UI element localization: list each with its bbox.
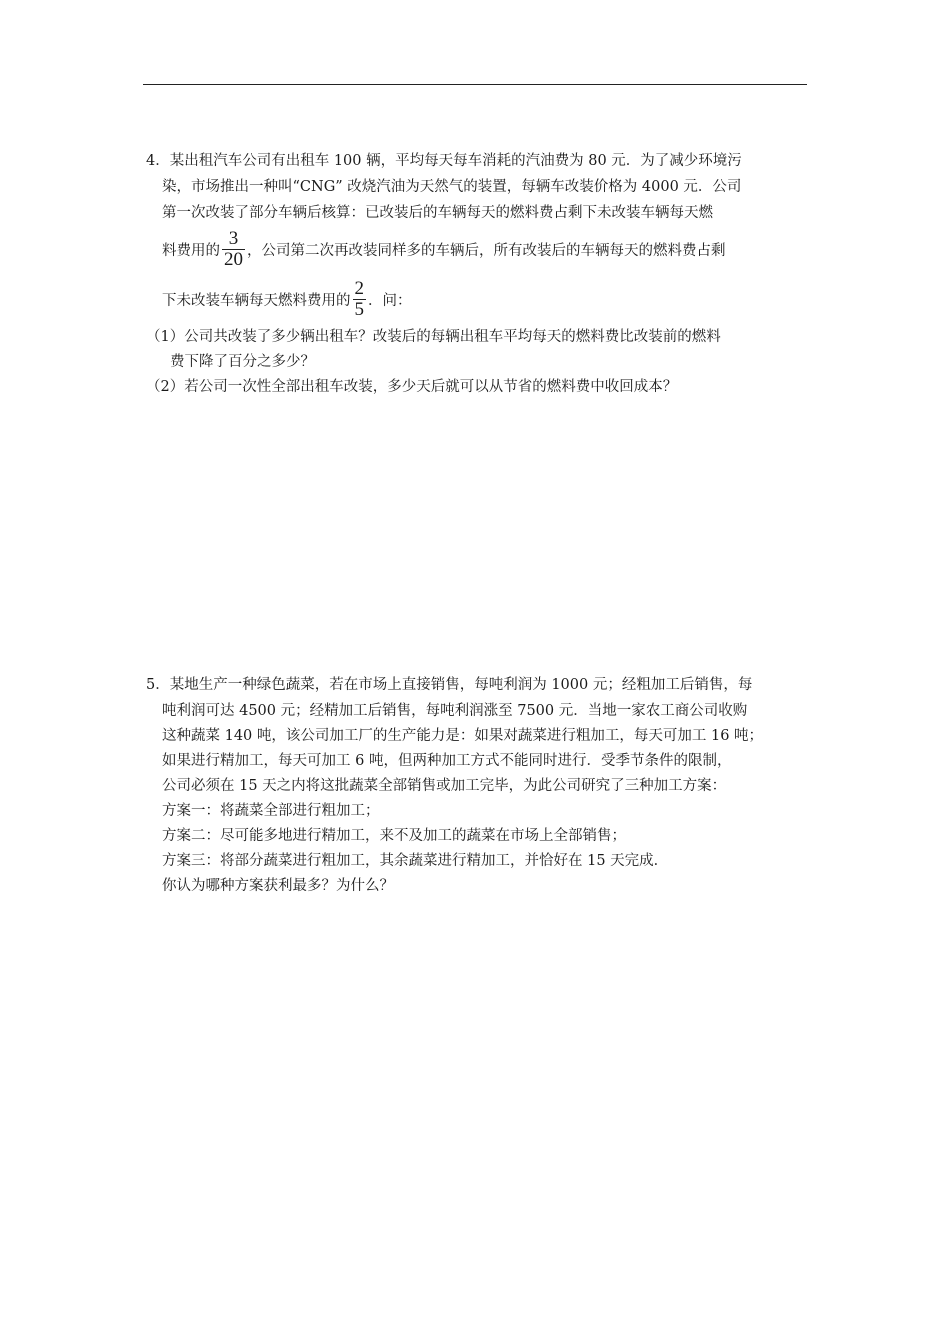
q4-line-4 xyxy=(162,226,726,272)
q4-line-5 xyxy=(162,276,412,322)
q5-line-4: 如果进行精加工，每天可加工 6 吨，但两种加工方式不能同时进行．受季节条件的限制， xyxy=(162,753,732,769)
q5-line-3: 这种蔬菜 140 吨，该公司加工厂的生产能力是：如果对蔬菜进行粗加工，每天可加工 16 吨； xyxy=(162,728,764,744)
q4-part-1-line-2: 费下降了百分之多少？ xyxy=(170,354,315,370)
fraction-3-20 xyxy=(222,229,245,270)
q4-line-5-post: ．问： xyxy=(368,292,412,309)
q4-part-2: （2）若公司一次性全部出租车改装，多少天后就可以从节省的燃料费中收回成本？ xyxy=(146,379,678,395)
q5-plan-3: 方案三：将部分蔬菜进行粗加工，其余蔬菜进行精加工，并恰好在 15 天完成． xyxy=(162,853,669,869)
q4-part-1-line-1: （1）公司共改装了多少辆出租车？改装后的每辆出租车平均每天的燃料费比改装前的燃料 xyxy=(146,329,721,345)
fraction-numerator: 3 xyxy=(222,229,245,250)
fraction-denominator: 20 xyxy=(224,248,243,270)
fraction-2-5 xyxy=(353,279,367,320)
q5-line-1: 5．某地生产一种绿色蔬菜，若在市场上直接销售，每吨利润为 1000 元；经粗加工后销售，每 xyxy=(146,677,753,693)
q4-line-2: 染，市场推出一种叫“CNG” 改烧汽油为天然气的装置，每辆车改装价格为 4000 元．公司 xyxy=(162,179,742,195)
q4-line-5-pre: 下未改装车辆每天燃料费用的 xyxy=(162,292,351,309)
q5-plan-2: 方案二：尽可能多地进行精加工，来不及加工的蔬菜在市场上全部销售； xyxy=(162,828,626,844)
fraction-numerator: 2 xyxy=(354,277,364,299)
q4-line-4-pre: 料费用的 xyxy=(162,242,220,259)
q5-line-5: 公司必须在 15 天之内将这批蔬菜全部销售或加工完毕，为此公司研究了三种加工方案： xyxy=(162,778,727,794)
q5-plan-1: 方案一：将蔬菜全部进行粗加工； xyxy=(162,803,380,819)
q4-line-1: 4．某出租汽车公司有出租车 100 辆，平均每天每车消耗的汽油费为 80 元．为了减少环境污 xyxy=(146,153,742,169)
q5-question: 你认为哪种方案获利最多？为什么？ xyxy=(162,878,394,894)
q5-line-2: 吨利润可达 4500 元；经精加工后销售，每吨利润涨至 7500 元．当地一家农工商公司收购 xyxy=(162,703,748,719)
q4-line-3: 第一次改装了部分车辆后核算：已改装后的车辆每天的燃料费占剩下未改装车辆每天燃 xyxy=(162,205,713,221)
header-rule xyxy=(143,84,807,85)
q4-line-4-post: ，公司第二次再改装同样多的车辆后，所有改装后的车辆每天的燃料费占剩 xyxy=(247,242,726,259)
fraction-denominator: 5 xyxy=(354,298,364,320)
